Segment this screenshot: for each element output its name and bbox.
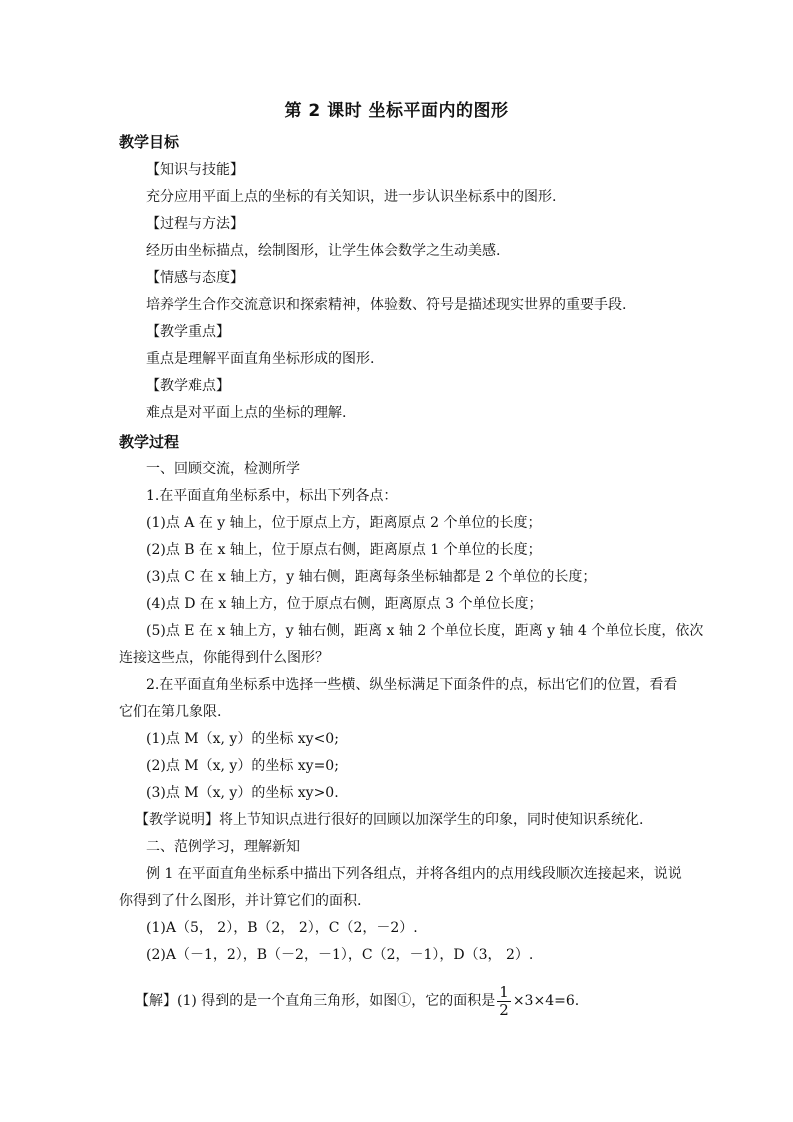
key-point-text: 重点是理解平面直角坐标形成的图形. <box>146 351 375 367</box>
process-label: 【过程与方法】 <box>146 216 244 232</box>
question2-line: 它们在第几象限. <box>119 704 222 720</box>
objectives-heading: 教学目标 <box>119 133 180 151</box>
part2-title: 二、范例学习，理解新知 <box>146 839 300 855</box>
knowledge-label: 【知识与技能】 <box>146 162 244 178</box>
attitude-label: 【情感与态度】 <box>146 270 244 286</box>
question1-item: (5)点 E 在 x 轴上方，y 轴右侧，距离 x 轴 2 个单位长度，距离 y 轴 4 个单位长度，依次 <box>146 623 704 639</box>
example1-line: 你得到了什么图形，并计算它们的面积. <box>119 893 362 909</box>
part1-title: 一、回顾交流，检测所学 <box>146 461 300 477</box>
question2-item: (3)点 M（x, y）的坐标 xy>0. <box>146 785 339 801</box>
process-heading: 教学过程 <box>119 433 180 451</box>
question1-item: (3)点 C 在 x 轴上方，y 轴右侧，距离每条坐标轴都是 2 个单位的长度； <box>146 569 597 585</box>
question1-intro: 1.在平面直角坐标系中，标出下列各点： <box>146 488 398 504</box>
question2-line: 2.在平面直角坐标系中选择一些横、纵坐标满足下面条件的点，标出它们的位置，看看 <box>146 677 678 693</box>
difficulty-label: 【教学难点】 <box>146 378 230 394</box>
attitude-text: 培养学生合作交流意识和探索精神，体验数、符号是描述现实世界的重要手段. <box>146 297 627 313</box>
question1-continuation: 连接这些点，你能得到什么图形？ <box>119 650 329 666</box>
example1-line: 例 1 在平面直角坐标系中描出下列各组点，并将各组内的点用线段顺次连接起来，说说 <box>146 866 682 882</box>
fraction-numerator: 1 <box>499 982 509 1001</box>
process-text: 经历由坐标描点，绘制图形，让学生体会数学之生动美感. <box>146 243 501 259</box>
fraction-denominator: 2 <box>499 1000 509 1019</box>
key-point-label: 【教学重点】 <box>146 324 230 340</box>
solution-line <box>135 982 579 1020</box>
knowledge-text: 充分应用平面上点的坐标的有关知识，进一步认识坐标系中的图形. <box>146 189 557 205</box>
question2-item: (1)点 M（x, y）的坐标 xy<0; <box>146 731 339 747</box>
question2-item: (2)点 M（x, y）的坐标 xy=0; <box>146 758 339 774</box>
solution-prefix: 【解】(1) 得到的是一个直角三角形，如图①，它的面积是 <box>135 993 496 1009</box>
question1-item: (2)点 B 在 x 轴上，位于原点右侧，距离原点 1 个单位的长度； <box>146 542 542 558</box>
page-title: 第 2 课时 坐标平面内的图形 <box>284 101 509 121</box>
question1-item: (4)点 D 在 x 轴上方，位于原点右侧，距离原点 3 个单位长度； <box>146 596 543 612</box>
fraction-half <box>497 984 511 1019</box>
example1-item: (1)A（5， 2），B（2， 2），C（2，－2）. <box>146 920 418 936</box>
teaching-note: 【教学说明】将上节知识点进行很好的回顾以加深学生的印象，同时使知识系统化. <box>135 812 644 828</box>
question1-item: (1)点 A 在 y 轴上，位于原点上方，距离原点 2 个单位的长度； <box>146 515 542 531</box>
solution-suffix: ×3×4=6. <box>512 993 580 1009</box>
difficulty-text: 难点是对平面上点的坐标的理解. <box>146 405 347 421</box>
example1-item: (2)A（－1，2），B（－2，－1），C（2，－1），D（3， 2）. <box>146 947 534 963</box>
